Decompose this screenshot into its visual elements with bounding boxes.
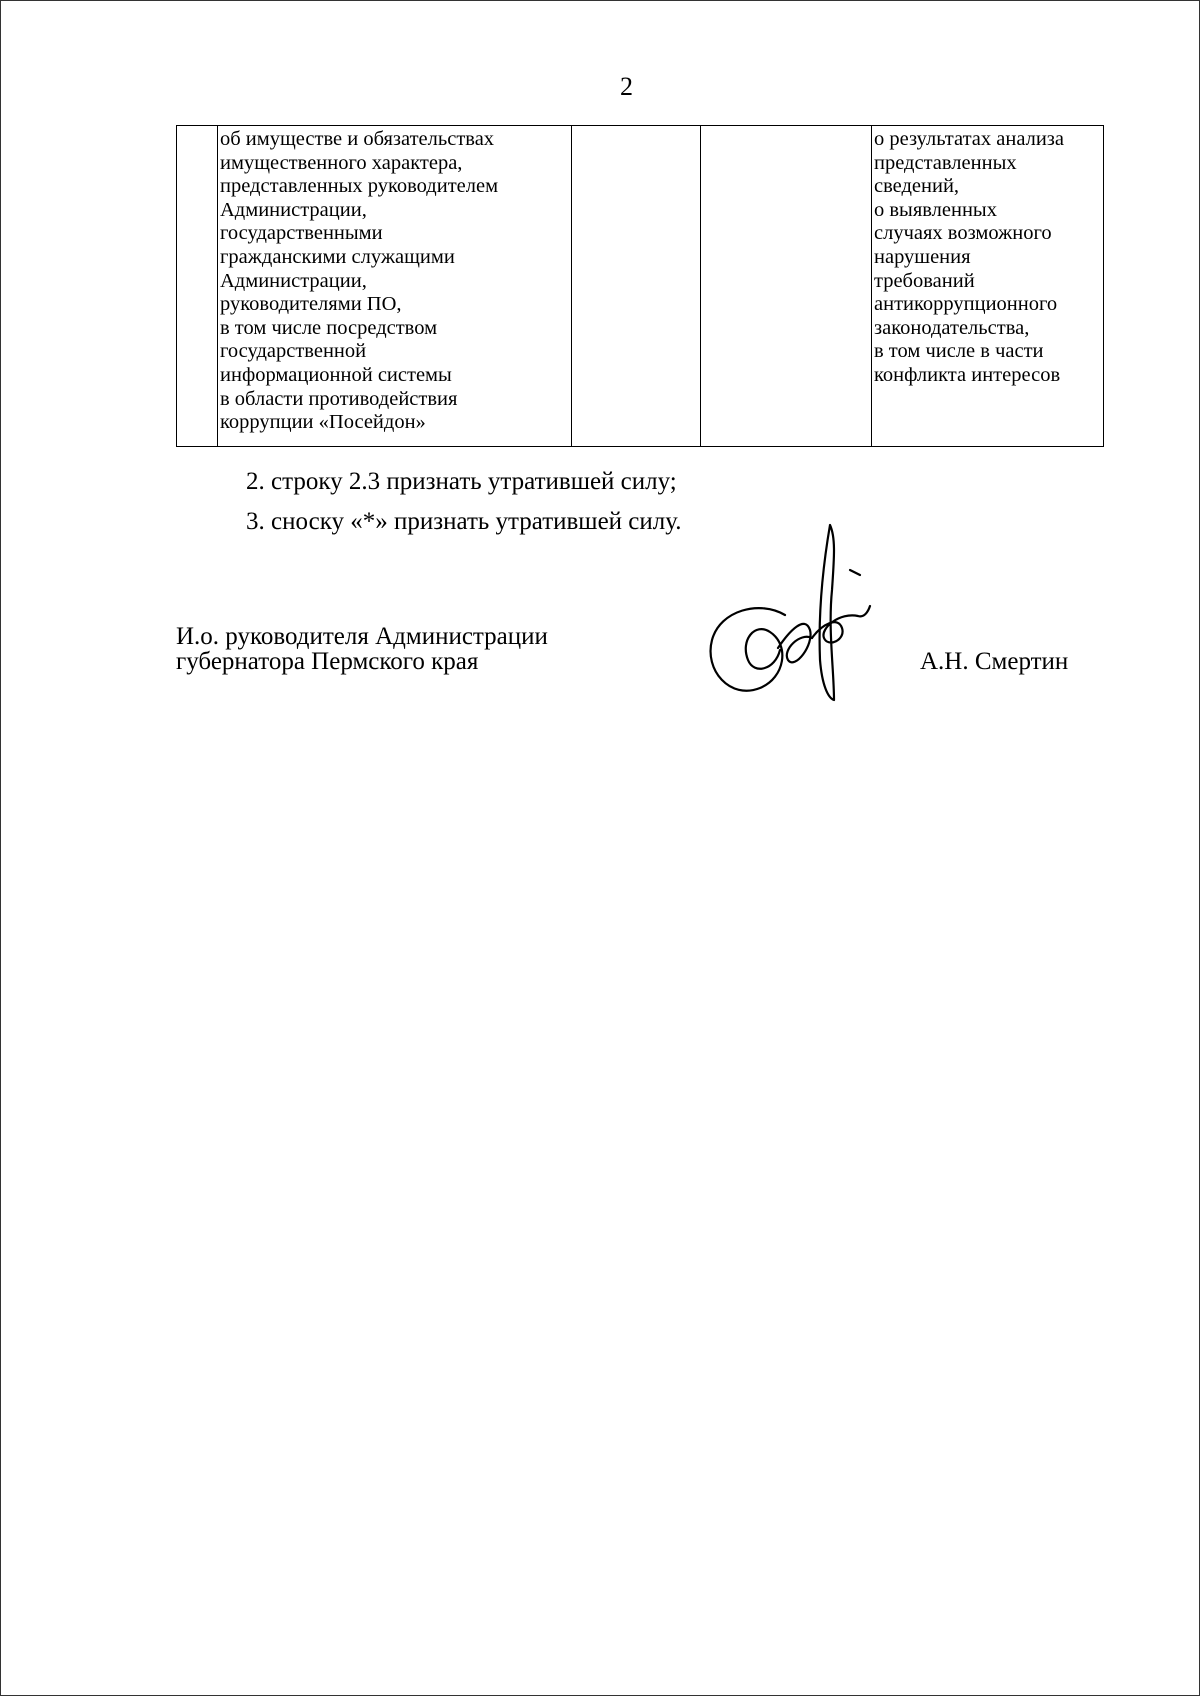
empty-cell-3: [572, 126, 701, 447]
description-line: в том числе посредством: [220, 316, 438, 339]
amendment-table: [176, 125, 1104, 447]
description-line: коррупции «Посейдон»: [220, 411, 426, 434]
description-line: представленных руководителем: [220, 175, 499, 198]
result-line: о результатах анализа: [874, 128, 1064, 150]
description-line: Администрации,: [220, 269, 367, 292]
row-number-cell: [177, 126, 218, 447]
signatory-position: [176, 624, 548, 674]
amendment-item-3: 3. сноску «*» признать утратившей силу.: [246, 508, 682, 535]
result-line: нарушения: [874, 245, 971, 268]
result-line: случаях возможного: [874, 222, 1052, 245]
description-line: информационной системы: [220, 363, 452, 386]
description-line: об имуществе и обязательствах: [220, 128, 495, 150]
result-line: в том числе в части: [874, 340, 1044, 363]
description-line: Администрации,: [220, 198, 367, 221]
result-line: о выявленных: [874, 198, 997, 221]
page-number: 2: [620, 72, 633, 101]
description-line: государственной: [220, 340, 367, 363]
description-line: руководителями ПО,: [220, 293, 402, 316]
result-line: антикоррупционного: [874, 293, 1058, 316]
result-line: законодательства,: [874, 316, 1030, 339]
result-cell: [872, 126, 1104, 447]
result-line: представленных: [874, 151, 1017, 174]
description-line: в области противодействия: [220, 387, 458, 410]
handwritten-signature: [700, 520, 880, 705]
signer-name: А.Н. Смертин: [920, 648, 1069, 675]
result-line: требований: [874, 269, 975, 292]
amendment-items: [246, 462, 682, 542]
position-line: губернатора Пермского края: [176, 648, 479, 675]
description-line: имущественного характера,: [220, 151, 463, 174]
description-line: гражданскими служащими: [220, 245, 455, 268]
empty-cell-4: [701, 126, 872, 447]
table-row: [177, 126, 1104, 447]
description-line: государственными: [220, 222, 383, 245]
description-cell: [218, 126, 572, 447]
result-line: конфликта интересов: [874, 363, 1061, 386]
result-line: сведений,: [874, 175, 960, 198]
amendment-item-2: 2. строку 2.3 признать утратившей силу;: [246, 468, 677, 495]
position-line: И.о. руководителя Администрации: [176, 623, 548, 650]
